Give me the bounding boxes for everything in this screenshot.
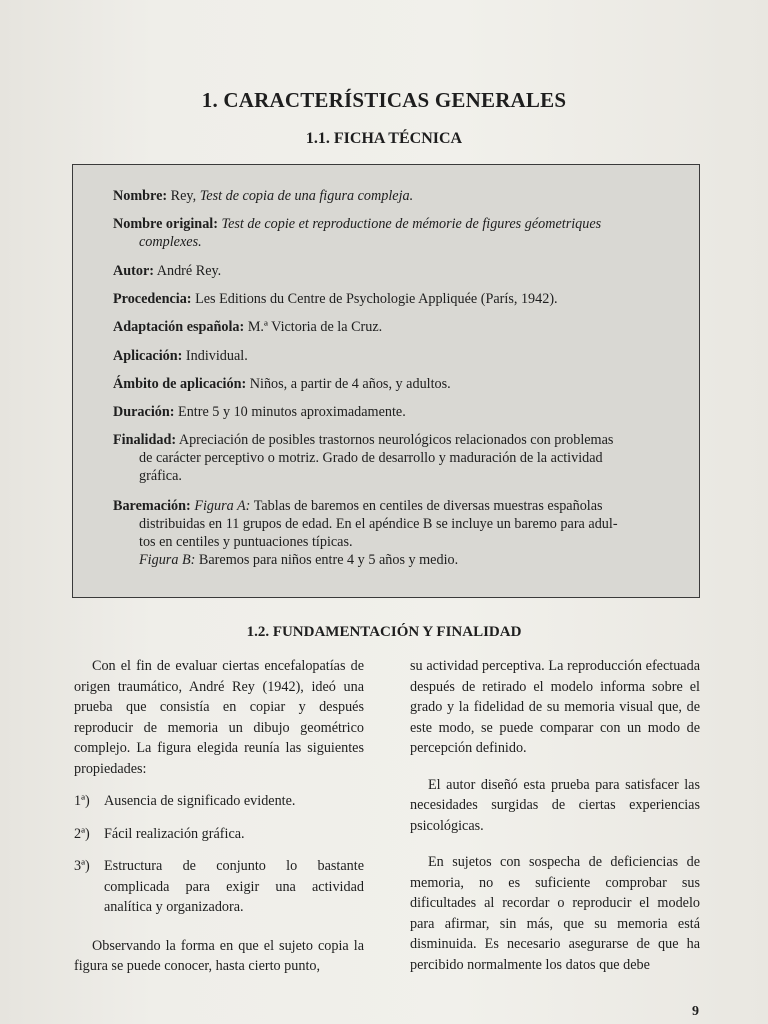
list-item-2-text: Fácil realización gráfica. — [104, 825, 245, 842]
label-procedencia: Procedencia: — [113, 291, 192, 307]
value-baremacion-cont1: distribuidas en 11 grupos de edad. En el apéndice B se incluye un baremo para adul- — [139, 516, 618, 532]
label-duracion: Duración: — [113, 404, 175, 420]
list-item-2 — [74, 824, 364, 845]
label-nombre-original: Nombre original: — [113, 216, 218, 232]
section-heading-fundamentacion: 1.2. FUNDAMENTACIÓN Y FINALIDAD — [246, 624, 522, 640]
value-adaptacion: M.ª Victoria de la Cruz. — [247, 319, 383, 335]
entry-ambito — [113, 375, 673, 393]
label-adaptacion: Adaptación española: — [113, 319, 245, 335]
value-nombre-original-cont: complexes. — [139, 234, 202, 250]
value-baremacion: Tablas de baremos en centiles de diversas muestras españolas — [253, 498, 603, 514]
section-heading-ficha: 1.1. FICHA TÉCNICA — [305, 130, 463, 147]
entry-nombre-original — [113, 215, 673, 251]
value-baremacion-cont2: tos en centiles y puntuaciones típicas. — [139, 534, 353, 550]
label-finalidad: Finalidad: — [113, 432, 177, 448]
list-item-3-text: Estructura de conjunto lo bastante complicada para exigir una actividad analítica y organizadora. — [104, 858, 364, 915]
entry-duracion — [113, 403, 673, 421]
entry-adaptacion — [113, 318, 673, 336]
page-number: 9 — [692, 1004, 699, 1019]
value-ambito: Niños, a partir de 4 años, y adultos. — [249, 376, 451, 392]
entry-nombre — [113, 187, 673, 205]
entry-aplicacion — [113, 347, 673, 365]
label-ambito: Ámbito de aplicación: — [113, 376, 247, 392]
value-autor: André Rey. — [156, 263, 222, 279]
value-procedencia: Les Editions du Centre de Psychologie Appliquée (París, 1942). — [195, 291, 558, 307]
label-autor: Autor: — [113, 263, 154, 279]
list-item-3 — [74, 856, 364, 918]
entry-autor — [113, 262, 673, 280]
ficha-tecnica-box — [72, 164, 700, 598]
list-item-3-number: 3ª) — [74, 858, 90, 874]
right-paragraph-2: El autor diseñó esta prueba para satisfacer las necesidades surgidas de ciertas experiencias psicológicas. — [410, 776, 700, 834]
value-baremacion-fig-b-text: Baremos para niños entre 4 y 5 años y medio. — [198, 552, 459, 568]
value-duracion: Entre 5 y 10 minutos aproximadamente. — [178, 404, 406, 420]
entry-baremacion — [113, 497, 673, 569]
value-finalidad: Apreciación de posibles trastornos neurológicos relacionados con problemas — [178, 432, 614, 448]
chapter-heading: 1. CARACTERÍSTICAS GENERALES — [201, 88, 567, 112]
right-column — [410, 656, 700, 975]
list-item-1-text: Ausencia de significado evidente. — [104, 793, 296, 809]
value-nombre-b: Test de copia de una figura compleja. — [199, 188, 414, 204]
left-column — [74, 656, 364, 977]
value-baremacion-fig-b-line — [113, 551, 673, 569]
value-nombre-a: Rey, — [170, 188, 197, 204]
list-item-1-number: 1ª) — [74, 793, 90, 809]
entry-finalidad — [113, 431, 673, 485]
label-baremacion: Baremación: — [113, 498, 191, 514]
left-paragraph-2: Observando la forma en que el sujeto copia la figura se puede conocer, hasta cierto punto, — [74, 937, 364, 974]
right-paragraph-3: En sujetos con sospecha de deficiencias de memoria, no es suficiente comprobar sus dificultades al recordar o reproducir el modelo para afirmar, sin más, que su memoria está disminuida. Es necesario asegurarse de que ha percibido normalmente los datos que debe — [410, 854, 700, 973]
value-baremacion-fig-b: Figura B: — [139, 552, 196, 568]
value-nombre-original: Test de copie et reproductione de mémorie de figures géometriques — [221, 216, 602, 232]
entry-procedencia — [113, 290, 673, 308]
value-finalidad-cont2: gráfica. — [139, 468, 182, 484]
label-nombre: Nombre: — [113, 188, 168, 204]
value-finalidad-cont1: de carácter perceptivo o motriz. Grado de desarrollo y maduración de la actividad — [139, 450, 603, 466]
value-baremacion-fig-a: Figura A: — [194, 498, 251, 514]
right-paragraph-1: su actividad perceptiva. La reproducción efectuada después de retirado el modelo informa sobre el grado y la fidelidad de su memoria visual que, de este modo, se puede comparar con un modo de percepción definido. — [410, 658, 700, 756]
label-aplicacion: Aplicación: — [113, 348, 183, 364]
list-item-2-number: 2ª) — [74, 825, 90, 842]
list-item-1 — [74, 791, 364, 812]
left-paragraph-1: Con el fin de evaluar ciertas encefalopatías de origen traumático, André Rey (1942), ideó una prueba que consistía en copiar y después reproducir de memoria un dibujo geométrico complejo. La figura elegida reunía las siguientes propiedades: — [74, 658, 364, 777]
value-aplicacion: Individual. — [185, 348, 248, 364]
